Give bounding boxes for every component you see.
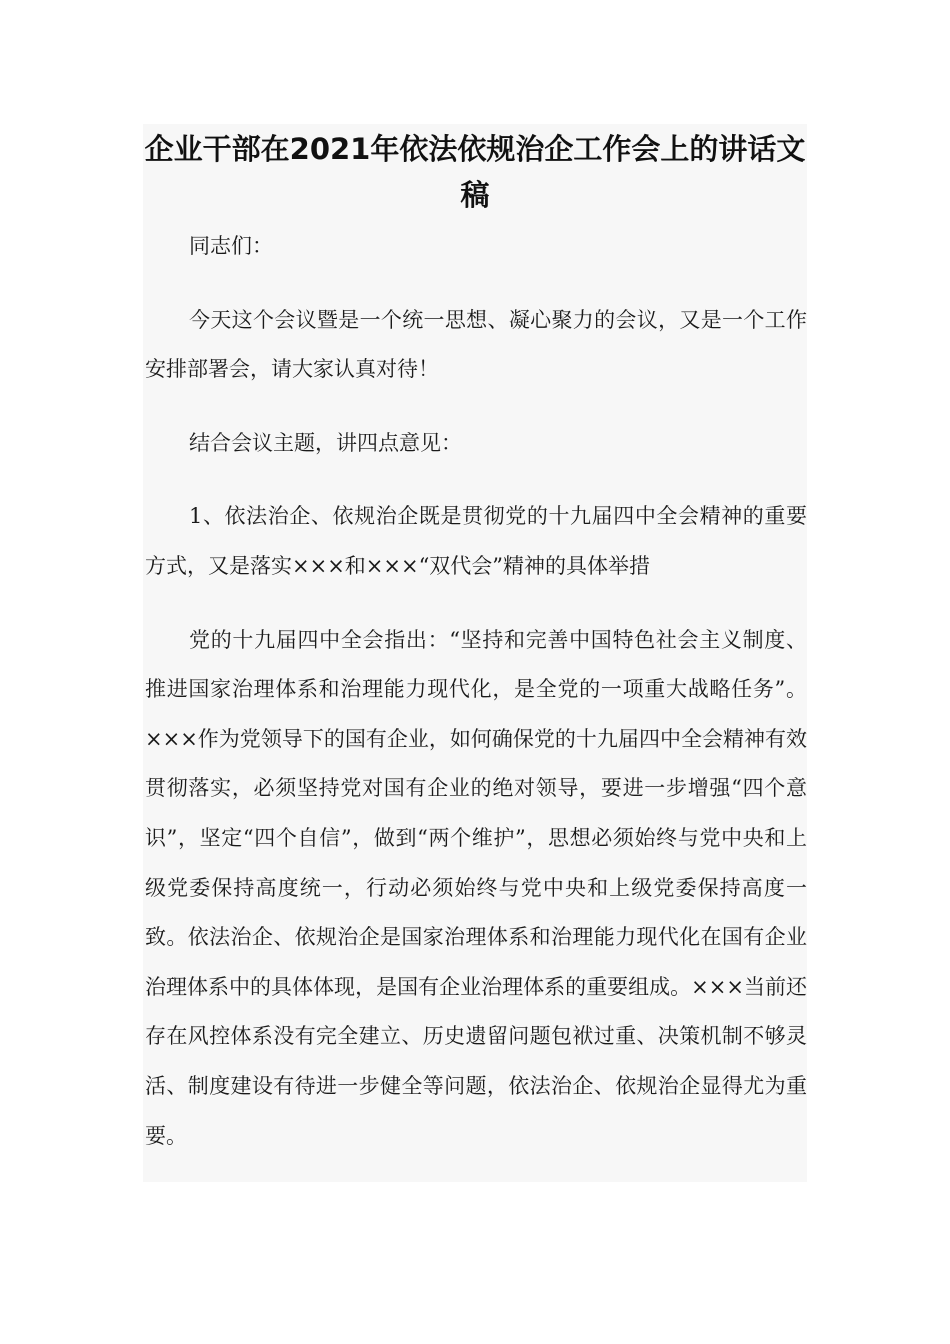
document-title: 企业干部在2021年依法依规治企工作会上的讲话文稿 [144, 132, 806, 212]
salutation-paragraph: 同志们： [189, 234, 273, 258]
agenda-paragraph: 结合会议主题，讲四点意见： [189, 430, 462, 455]
intro-paragraph: 今天这个会议暨是一个统一思想、凝心聚力的会议，又是一个工作安排部署会，请大家认真对待！ [145, 307, 807, 382]
section-heading-1: 1、依法治企、依规治企既是贯彻党的十九届四中全会精神的重要方式，又是落实×××和×××“双代会”精神的具体举措 [145, 504, 807, 578]
section-body-paragraph: 党的十九届四中全会指出：“坚持和完善中国特色社会主义制度、推进国家治理体系和治理能力现代化，是全党的一项重大战略任务”。×××作为党领导下的国有企业，如何确保党的十九届四中全会精神有效贯彻落实，必须坚持党对国有企业的绝对领导，要进一步增强“四个意识”，坚定“四个自信”，做到“两个维护”，思想必须始终与党中央和上级党委保持高度统一，行动必须始终与党中央和上级党委保持高度一致。依法治企、依规治企是国家治理体系和治理能力现代化在国有企业治理体系中的具体体现，是国有企业治理体系的重要组成。×××当前还存在风控体系没有完全建立、历史遗留问题包袱过重、决策机制不够灵活、制度建设有待进一步健全等问题，依法治企、依规治企显得尤为重要。 [145, 627, 807, 1148]
document-body [145, 222, 807, 1185]
